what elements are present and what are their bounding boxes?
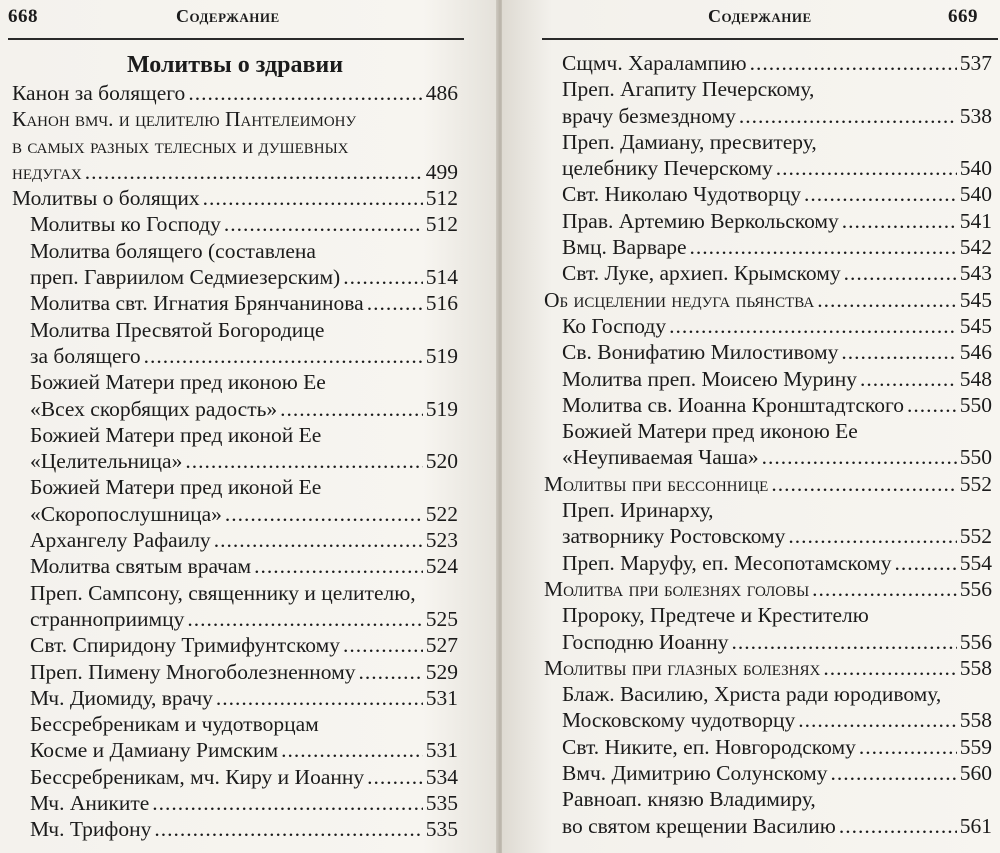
- toc-entry-last-line: [562, 339, 992, 365]
- toc-entry-last-line: [12, 159, 458, 185]
- toc-entry-title-line: Молитвы при глазных болезнях: [544, 655, 821, 680]
- toc-entry-title-line: Молитва болящего (составлена: [30, 238, 316, 263]
- toc-page-number: 527: [425, 633, 458, 658]
- dot-leader: [214, 527, 423, 553]
- toc-entry-title-line: Божией Матери пред иконою Ее: [30, 370, 326, 395]
- toc-entry: [544, 681, 992, 734]
- toc-page-number: 556: [959, 629, 992, 654]
- toc-page-number: 535: [425, 791, 458, 816]
- toc-entry-last-line: [30, 343, 458, 369]
- toc-page-number: 529: [425, 659, 458, 684]
- section-title: Молитвы о здравии: [126, 52, 344, 78]
- dot-leader: [690, 234, 957, 260]
- toc-entry-title-line: «Целительница»: [30, 449, 183, 474]
- toc-page-number: 556: [959, 576, 992, 601]
- toc-page-number: 550: [959, 392, 992, 417]
- toc-entry-title-line: Молитва св. Иоанна Кронштадтского: [562, 392, 905, 417]
- dot-leader: [358, 659, 422, 685]
- toc-entry: [12, 211, 458, 237]
- dot-leader: [839, 813, 957, 839]
- dot-leader: [841, 339, 956, 365]
- toc-entry-title-line: целебнику Печерскому: [562, 156, 773, 181]
- toc-page-number: 541: [959, 208, 992, 233]
- toc-entry-last-line: [544, 655, 992, 681]
- toc-entry-title-line: Московскому чудотворцу: [562, 708, 796, 733]
- toc-entry-title-line: в самых разных телесных и душевных: [12, 133, 349, 158]
- toc-entry-title-line: во святом крещении Василию: [562, 813, 836, 838]
- toc-entry-last-line: [30, 764, 458, 790]
- toc-page-number: 552: [959, 471, 992, 496]
- dot-leader: [804, 181, 957, 207]
- toc-entry-title-line: «Скоропослушница»: [30, 501, 222, 526]
- toc-page-number: 524: [425, 554, 458, 579]
- dot-leader: [152, 790, 422, 816]
- toc-entry-last-line: [544, 471, 992, 497]
- dot-leader: [225, 501, 423, 527]
- toc-entry-last-line: [12, 80, 458, 106]
- toc-entry-title-line: Божией Матери пред иконой Ее: [30, 422, 322, 447]
- toc-entry-last-line: [544, 576, 992, 602]
- toc-entry-title-line: Вмч. Димитрию Солунскому: [562, 761, 828, 786]
- toc-entry-last-line: [562, 550, 992, 576]
- dot-leader: [367, 290, 423, 316]
- toc-entry-last-line: [30, 264, 458, 290]
- toc-page-number: 546: [959, 340, 992, 365]
- toc-entry: [544, 260, 992, 286]
- toc-page-number: 520: [425, 449, 458, 474]
- dot-leader: [771, 471, 956, 497]
- toc-entry: [12, 80, 458, 106]
- toc-entry-title-line: Сщмч. Харалампию: [562, 51, 747, 75]
- toc-page-number: 522: [425, 501, 458, 526]
- dot-leader: [367, 764, 423, 790]
- toc-entry-last-line: [562, 444, 992, 470]
- toc-page-number: 512: [425, 186, 458, 211]
- toc-entry-title-line: Молитвы при бессоннице: [544, 471, 769, 496]
- toc-entry-last-line: [30, 737, 458, 763]
- toc-entry-last-line: [562, 260, 992, 286]
- left-page: [0, 0, 498, 853]
- toc-entry: [544, 50, 992, 76]
- running-title-right: Содержание: [708, 6, 812, 26]
- toc-entry-last-line: [562, 392, 992, 418]
- toc-page-number: 516: [425, 291, 458, 316]
- dot-leader: [254, 553, 423, 579]
- page-number-left: 668: [8, 6, 38, 27]
- toc-entry-title-line: Молитва свт. Игнатия Брянчанинова: [30, 291, 364, 316]
- toc-entry-title-line: Молитвы о болящих: [12, 186, 200, 211]
- toc-entry-title-line: преп. Гавриилом Седмиезерским): [30, 265, 341, 290]
- toc-entry-last-line: [562, 50, 992, 76]
- toc-entry: [12, 790, 458, 816]
- toc-page-number: 537: [959, 51, 992, 75]
- toc-page-number: 559: [959, 734, 992, 759]
- toc-entry-last-line: [12, 185, 458, 211]
- toc-entry-last-line: [30, 790, 458, 816]
- toc-entry-title-line: Преп. Маруфу, еп. Месопотамскому: [562, 550, 892, 575]
- header-rule-right: [542, 38, 998, 40]
- dot-leader: [739, 103, 957, 129]
- toc-entry: [544, 550, 992, 576]
- toc-page-number: 540: [959, 156, 992, 181]
- right-page: [502, 0, 1000, 853]
- toc-entry: [544, 602, 992, 655]
- toc-entry-title-line: Канон за болящего: [12, 81, 186, 105]
- dot-leader: [831, 760, 957, 786]
- toc-page-number: 531: [425, 685, 458, 710]
- dot-leader: [842, 208, 957, 234]
- toc-entry: [12, 238, 458, 291]
- toc-entry-title-line: Архангелу Рафаилу: [30, 528, 211, 553]
- toc-entry: [12, 185, 458, 211]
- toc-entry-title-line: Об исцелении недуга пьянства: [544, 287, 815, 312]
- toc-entry-last-line: [562, 103, 992, 129]
- dot-leader: [343, 264, 423, 290]
- dot-leader: [185, 448, 422, 474]
- toc-entry-title-line: Молитва при болезнях головы: [544, 576, 810, 601]
- toc-entry: [12, 711, 458, 764]
- toc-entry-title-line: Божией Матери пред иконой Ее: [30, 475, 322, 500]
- toc-entry-title-line: Блаж. Василию, Христа ради юродивому,: [562, 682, 942, 707]
- dot-leader: [85, 159, 423, 185]
- toc-list-left: [12, 50, 458, 843]
- toc-entry-title-line: Бессребреникам, мч. Киру и Иоанну: [30, 764, 365, 789]
- toc-entry-last-line: [562, 313, 992, 339]
- toc-page-number: 560: [959, 761, 992, 786]
- toc-entry: [12, 290, 458, 316]
- dot-leader: [817, 287, 957, 313]
- toc-entry: [544, 497, 992, 550]
- toc-entry-title-line: Ко Господу: [562, 313, 667, 338]
- toc-entry-last-line: [30, 527, 458, 553]
- toc-entry-title-line: недугах: [12, 159, 82, 184]
- toc-entry-last-line: [562, 155, 992, 181]
- toc-entry-title-line: Бессребреникам и чудотворцам: [30, 712, 319, 737]
- dot-leader: [144, 343, 423, 369]
- toc-entry-title-line: Божией Матери пред иконою Ее: [562, 419, 858, 444]
- toc-entry-last-line: [30, 685, 458, 711]
- dot-leader: [188, 80, 422, 106]
- toc-entry-last-line: [30, 816, 458, 842]
- toc-entry: [544, 392, 992, 418]
- toc-entry: [12, 580, 458, 633]
- toc-entry: [544, 576, 992, 602]
- toc-entry-title-line: Св. Вонифатию Милостивому: [562, 340, 839, 365]
- dot-leader: [844, 260, 957, 286]
- toc-entry: [12, 527, 458, 553]
- running-title-left: Содержание: [176, 6, 280, 26]
- page-number-right: 669: [948, 6, 978, 27]
- toc-entry: [12, 422, 458, 475]
- toc-entry-title-line: «Всех скорбящих радость»: [30, 396, 278, 421]
- toc-entry: [12, 106, 458, 185]
- toc-page-number: 543: [959, 261, 992, 286]
- toc-entry-title-line: Канон вмч. и целителю Пантелеимону: [12, 107, 357, 132]
- toc-entry: [12, 553, 458, 579]
- dot-leader: [762, 444, 957, 470]
- toc-entry-last-line: [562, 813, 992, 839]
- toc-entry-last-line: [562, 760, 992, 786]
- toc-entry: [12, 632, 458, 658]
- toc-entry-title-line: Мч. Диомиду, врачу: [30, 685, 213, 710]
- toc-page-number: 558: [959, 708, 992, 733]
- toc-page-number: 531: [425, 738, 458, 763]
- toc-entry-title-line: Преп. Сампсону, священнику и целителю,: [30, 580, 416, 605]
- toc-entry-title-line: Преп. Иринарху,: [562, 498, 714, 523]
- toc-entry: [544, 786, 992, 839]
- toc-entry: [544, 287, 992, 313]
- dot-leader: [798, 707, 956, 733]
- toc-page-number: 512: [425, 212, 458, 237]
- dot-leader: [280, 396, 423, 422]
- toc-entry-last-line: [30, 396, 458, 422]
- toc-page-number: 558: [959, 655, 992, 680]
- toc-entry-title-line: Преп. Дамиану, пресвитеру,: [562, 129, 817, 154]
- dot-leader: [154, 816, 422, 842]
- toc-page-number: 540: [959, 182, 992, 207]
- dot-leader: [187, 606, 422, 632]
- toc-entry: [12, 816, 458, 842]
- toc-entry-title-line: за болящего: [30, 343, 141, 368]
- toc-entry-title-line: Мч. Трифону: [30, 817, 152, 842]
- toc-entry: [544, 655, 992, 681]
- toc-entry: [12, 764, 458, 790]
- toc-entry: [544, 734, 992, 760]
- toc-page-number: 561: [959, 813, 992, 838]
- toc-page-number: 545: [959, 287, 992, 312]
- toc-page-number: 548: [959, 366, 992, 391]
- toc-entry: [12, 659, 458, 685]
- dot-leader: [224, 211, 423, 237]
- toc-entry-title-line: Молитва Пресвятой Богородице: [30, 317, 325, 342]
- toc-page-number: 514: [425, 265, 458, 290]
- toc-entry-last-line: [30, 659, 458, 685]
- toc-entry-title-line: Свт. Николаю Чудотворцу: [562, 182, 801, 207]
- toc-page-number: 519: [425, 343, 458, 368]
- toc-page-number: 545: [959, 313, 992, 338]
- toc-entry-title-line: Преп. Пимену Многоболезненному: [30, 659, 356, 684]
- toc-entry-last-line: [30, 553, 458, 579]
- toc-entry: [544, 181, 992, 207]
- toc-entry-last-line: [30, 290, 458, 316]
- toc-entry: [544, 366, 992, 392]
- toc-page-number: 499: [425, 159, 458, 184]
- toc-entry: [12, 317, 458, 370]
- dot-leader: [860, 366, 957, 392]
- dot-leader: [776, 155, 957, 181]
- toc-page-number: 534: [425, 764, 458, 789]
- dot-leader: [750, 50, 957, 76]
- toc-entry: [12, 369, 458, 422]
- toc-page-number: 525: [425, 606, 458, 631]
- toc-page-number: 523: [425, 528, 458, 553]
- toc-entry: [544, 760, 992, 786]
- toc-entry-title-line: Равноап. князю Владимиру,: [562, 787, 816, 812]
- toc-entry-last-line: [30, 632, 458, 658]
- toc-page-number: 554: [959, 550, 992, 575]
- toc-page-number: 486: [425, 81, 458, 105]
- toc-entry-title-line: Вмц. Варваре: [562, 235, 687, 260]
- toc-entry-last-line: [30, 501, 458, 527]
- toc-entry-title-line: Свт. Никите, еп. Новгородскому: [562, 734, 856, 759]
- toc-page-number: 542: [959, 235, 992, 260]
- dot-leader: [812, 576, 957, 602]
- toc-entry-title-line: странноприимцу: [30, 606, 185, 631]
- toc-page-number: 535: [425, 817, 458, 842]
- toc-entry: [544, 339, 992, 365]
- toc-entry-last-line: [562, 181, 992, 207]
- dot-leader: [823, 655, 956, 681]
- toc-entry-last-line: [30, 448, 458, 474]
- toc-entry-title-line: врачу безмездному: [562, 103, 736, 128]
- dot-leader: [281, 737, 423, 763]
- toc-entry-last-line: [562, 629, 992, 655]
- toc-entry-last-line: [562, 523, 992, 549]
- toc-entry-title-line: Молитва преп. Моисею Мурину: [562, 366, 857, 391]
- toc-entry-title-line: затворнику Ростовскому: [562, 524, 786, 549]
- toc-entry-title-line: Прав. Артемию Веркольскому: [562, 208, 839, 233]
- dot-leader: [859, 734, 957, 760]
- toc-page-number: 538: [959, 103, 992, 128]
- toc-entry-title-line: Косме и Дамиану Римским: [30, 738, 279, 763]
- toc-entry-last-line: [30, 606, 458, 632]
- toc-entry-title-line: Свт. Спиридону Тримифунтскому: [30, 633, 340, 658]
- dot-leader: [669, 313, 957, 339]
- dot-leader: [895, 550, 957, 576]
- toc-entry: [544, 471, 992, 497]
- toc-entry-last-line: [562, 366, 992, 392]
- toc-entry: [12, 474, 458, 527]
- toc-entry-title-line: Пророку, Предтече и Крестителю: [562, 603, 869, 628]
- toc-entry: [12, 685, 458, 711]
- toc-entry: [544, 313, 992, 339]
- toc-entry-last-line: [562, 234, 992, 260]
- toc-entry-title-line: Свт. Луке, архиеп. Крымскому: [562, 261, 841, 286]
- toc-entry: [544, 208, 992, 234]
- toc-entry: [544, 76, 992, 129]
- toc-entry-last-line: [544, 287, 992, 313]
- dot-leader: [788, 523, 956, 549]
- toc-entry-title-line: Молитвы ко Господу: [30, 212, 221, 237]
- toc-entry: [544, 234, 992, 260]
- toc-page-number: 519: [425, 396, 458, 421]
- dot-leader: [343, 632, 423, 658]
- toc-entry-title-line: Молитва святым врачам: [30, 554, 252, 579]
- toc-page-number: 552: [959, 524, 992, 549]
- dot-leader: [203, 185, 423, 211]
- toc-page-number: 550: [959, 445, 992, 470]
- toc-entry-title-line: Преп. Агапиту Печерскому,: [562, 77, 815, 102]
- toc-list-right: [544, 50, 992, 839]
- toc-entry: [544, 418, 992, 471]
- toc-entry-title-line: Мч. Аниките: [30, 791, 150, 816]
- toc-entry-last-line: [562, 707, 992, 733]
- toc-entry-title-line: «Неупиваемая Чаша»: [562, 445, 759, 470]
- dot-leader: [731, 629, 956, 655]
- dot-leader: [907, 392, 957, 418]
- dot-leader: [216, 685, 423, 711]
- toc-entry: [544, 129, 992, 182]
- header-rule-left: [8, 38, 464, 40]
- toc-entry-title-line: Господню Иоанну: [562, 629, 729, 654]
- toc-entry-last-line: [30, 211, 458, 237]
- toc-entry-last-line: [562, 734, 992, 760]
- toc-entry-last-line: [562, 208, 992, 234]
